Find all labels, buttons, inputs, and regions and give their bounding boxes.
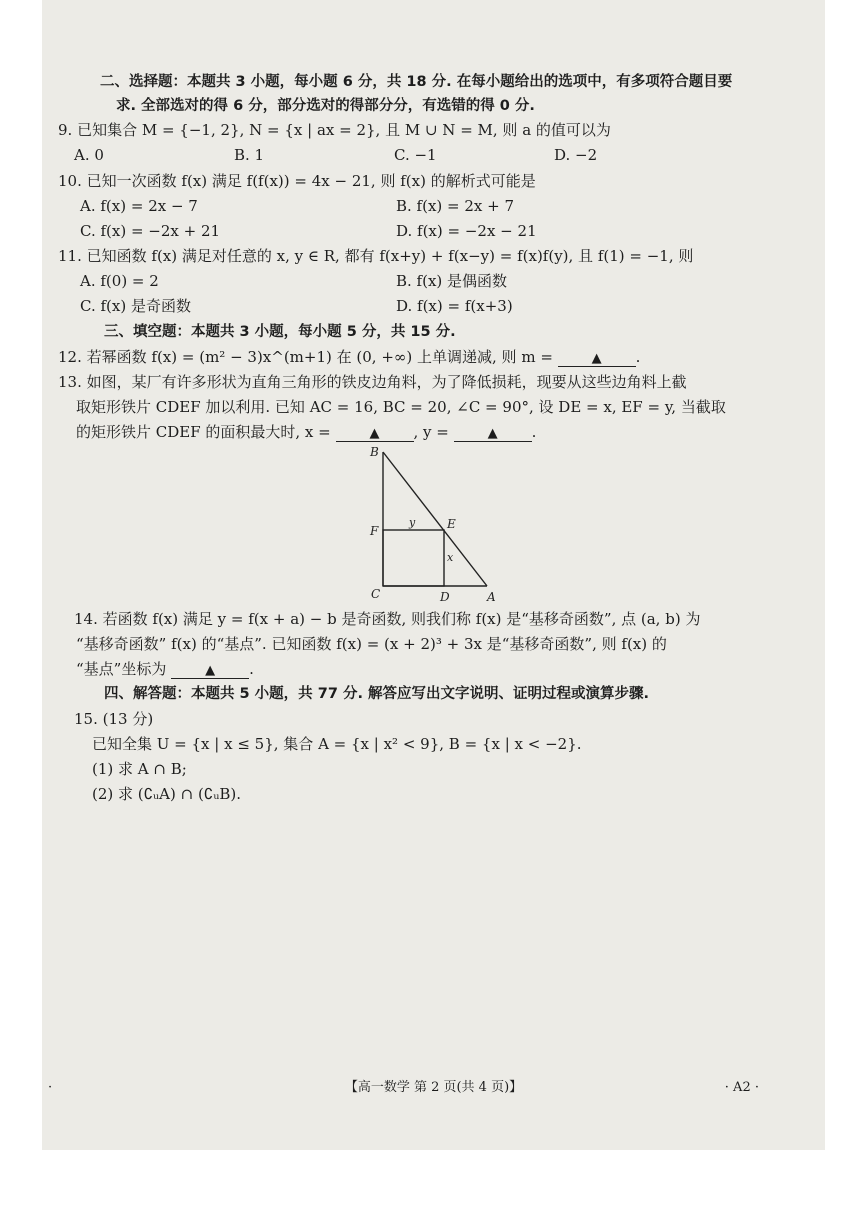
q14-line3: [76, 659, 254, 679]
rectangle-cdef: [383, 530, 444, 586]
q13-line3-a: 的矩形铁片 CDEF 的面积最大时, x =: [76, 423, 331, 441]
q11-option-b: B. f(x) 是偶函数: [396, 272, 508, 290]
q10-option-a: A. f(x) = 2x − 7: [80, 197, 198, 215]
q13-line1: 13. 如图，某厂有许多形状为直角三角形的铁皮边角料，为了降低损耗，现要从这些边角料上截: [58, 373, 687, 391]
label-d: D: [440, 590, 450, 604]
section2-header-line1: 二、选择题：本题共 3 小题，每小题 6 分，共 18 分. 在每小题给出的选项中，有多项符合题目要: [100, 74, 733, 90]
q12-end: .: [635, 348, 641, 366]
section4-header: 四、解答题：本题共 5 小题，共 77 分. 解答应写出文字说明、证明过程或演算步骤.: [104, 686, 650, 702]
q14-end: .: [249, 660, 254, 678]
section2-header-line2: 求. 全部选对的得 6 分，部分选对的得部分分，有选错的得 0 分.: [116, 98, 535, 114]
q13-line2: 取矩形铁片 CDEF 加以利用. 已知 AC = 16, BC = 20, ∠C = 90°, 设 DE = x, EF = y, 当截取: [76, 398, 726, 416]
q10-option-c: C. f(x) = −2x + 21: [80, 222, 221, 240]
q11-option-d: D. f(x) = f(x+3): [396, 297, 513, 315]
footer-page-info: 【高一数学 第 2 页(共 4 页)】: [344, 1080, 523, 1095]
label-x: x: [447, 551, 454, 564]
label-c: C: [371, 587, 381, 601]
q12-answer-blank[interactable]: [558, 348, 636, 367]
q15-part2: (2) 求 (∁ᵤA) ∩ (∁ᵤB).: [92, 785, 241, 803]
q14-line1: 14. 若函数 f(x) 满足 y = f(x + a) − b 是奇函数, 则我们称 f(x) 是“基移奇函数”, 点 (a, b) 为: [74, 610, 701, 628]
page-footer: [42, 1078, 825, 1098]
q14-line3-text: “基点”坐标为: [76, 660, 167, 678]
q13-y-answer-blank[interactable]: [454, 423, 532, 442]
q12-line: [58, 347, 640, 367]
q15-title: 15. (13 分): [74, 710, 154, 728]
q10-option-b: B. f(x) = 2x + 7: [396, 197, 515, 215]
label-f: F: [370, 524, 379, 538]
q9-option-b: B. 1: [234, 146, 265, 164]
q12-text: 12. 若幂函数 f(x) = (m² − 3)x^(m+1) 在 (0, +∞) 上单调递减, 则 m =: [58, 348, 553, 366]
q12-blank-triangle: ▲: [591, 351, 602, 366]
section3-header: 三、填空题：本题共 3 小题，每小题 5 分，共 15 分.: [104, 324, 456, 340]
q9-stem: 9. 已知集合 M = {−1, 2}, N = {x | ax = 2}, 且 M ∪ N = M, 则 a 的值可以为: [58, 121, 611, 139]
q9-option-d: D. −2: [554, 146, 598, 164]
q14-answer-blank[interactable]: [171, 660, 249, 679]
q10-stem: 10. 已知一次函数 f(x) 满足 f(f(x)) = 4x − 21, 则 f(x) 的解析式可能是: [58, 172, 536, 190]
q14-line2: “基移奇函数” f(x) 的“基点”. 已知函数 f(x) = (x + 2)³ + 3x 是“基移奇函数”, 则 f(x) 的: [76, 635, 667, 653]
q11-stem: 11. 已知函数 f(x) 满足对任意的 x, y ∈ R, 都有 f(x+y) + f(x−y) = f(x)f(y), 且 f(1) = −1, 则: [58, 247, 694, 265]
label-b: B: [370, 445, 379, 459]
q10-option-d: D. f(x) = −2x − 21: [396, 222, 537, 240]
q14-blank-triangle: ▲: [205, 663, 216, 678]
q13-y-blank-triangle: ▲: [487, 426, 498, 441]
q11-option-a: A. f(0) = 2: [80, 272, 159, 290]
q9-option-a: A. 0: [74, 146, 104, 164]
label-a: A: [487, 590, 496, 604]
q13-x-blank-triangle: ▲: [369, 426, 380, 441]
q11-option-c: C. f(x) 是奇函数: [80, 297, 191, 315]
footer-left-dot: ·: [48, 1080, 53, 1095]
label-y: y: [409, 516, 416, 529]
q13-line3-end: .: [531, 423, 537, 441]
q9-option-c: C. −1: [394, 146, 437, 164]
footer-version: · A2 ·: [724, 1080, 759, 1095]
q13-x-answer-blank[interactable]: [336, 423, 414, 442]
q15-given: 已知全集 U = {x | x ≤ 5}, 集合 A = {x | x² < 9}, B = {x | x < −2}.: [92, 735, 582, 753]
side-ab: [383, 452, 487, 586]
q13-line3: [76, 422, 536, 442]
triangle-figure: [370, 445, 563, 606]
label-e: E: [447, 517, 456, 531]
q13-line3-b: , y =: [413, 423, 449, 441]
q15-part1: (1) 求 A ∩ B;: [92, 760, 187, 778]
